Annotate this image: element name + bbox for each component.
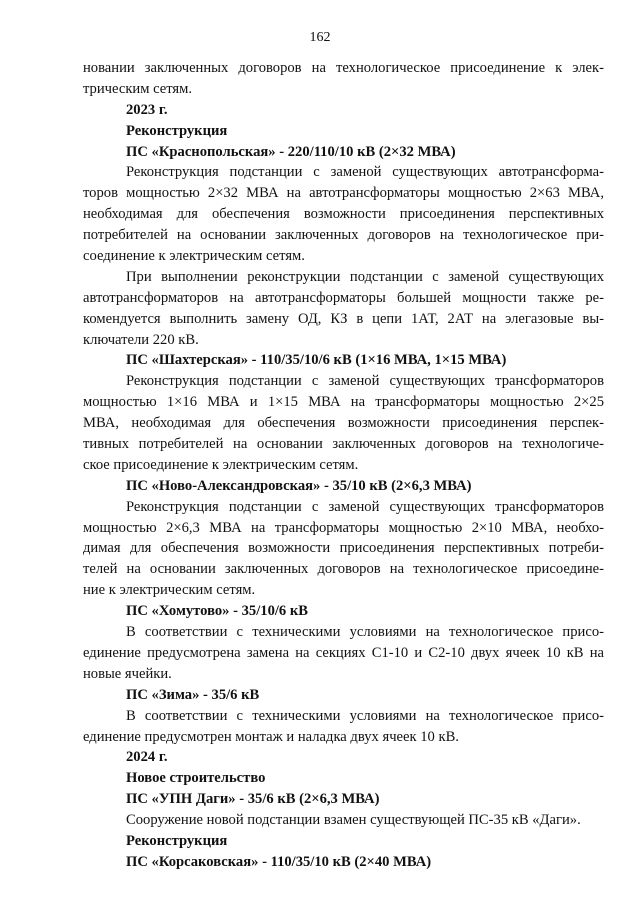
text-line: комендуется выполнить замену ОД, КЗ в цепи 1АТ, 2АТ на элегазовые вы- <box>83 310 604 327</box>
text-line: Сооружение новой подстанции взамен существующей ПС-35 кВ «Даги». <box>126 812 581 829</box>
text-line: новые ячейки. <box>83 665 172 682</box>
text-line: мощностью 1×16 МВА и 1×15 МВА на трансформаторы мощностью 2×25 <box>83 394 604 411</box>
text-line: В соответствии с техническими условиями на технологическое присо- <box>126 707 604 724</box>
section-heading: Новое строительство <box>126 770 266 787</box>
section-heading: Реконструкция <box>126 832 228 849</box>
text-line: ское присоединение к электрическим сетям. <box>83 456 359 473</box>
text-line: ние к электрическим сетям. <box>83 582 256 599</box>
section-heading: ПС «УПН Даги» - 35/6 кВ (2×6,3 МВА) <box>126 791 380 808</box>
text-line: При выполнении реконструкции подстанции с заменой существующих <box>126 268 604 285</box>
text-line: единение предусмотрен монтаж и наладка двух ячеек 10 кВ. <box>83 728 459 745</box>
section-heading: ПС «Краснопольская» - 220/110/10 кВ (2×32 МВА) <box>126 143 456 160</box>
text-line: димая для обеспечения возможности присоединения перспективных потреби- <box>83 540 604 557</box>
section-heading: ПС «Хомутово» - 35/10/6 кВ <box>126 603 309 620</box>
text-line: телей на основании заключенных договоров на технологическое присоедине- <box>83 561 604 578</box>
text-line: Реконструкция подстанции с заменой существующих автотрансформа- <box>126 164 604 181</box>
text-line: торов мощностью 2×32 МВА на автотрансформаторы мощностью 2×63 МВА, <box>83 185 604 202</box>
text-line: мощностью 2×6,3 МВА на трансформаторы мощностью 2×10 МВА, необхо- <box>83 519 604 536</box>
section-heading: 2023 г. <box>126 101 168 118</box>
text-line: соединение к электрическим сетям. <box>83 248 305 265</box>
text-line: тивных потребителей на основании заключенных договоров на технологиче- <box>83 436 604 453</box>
text-line: потребителей на основании заключенных договоров на технологическое при- <box>83 227 604 244</box>
section-heading: ПС «Зима» - 35/6 кВ <box>126 686 260 703</box>
text-line: МВА, необходимая для обеспечения возможности присоединения перспек- <box>83 415 604 432</box>
text-line: новании заключенных договоров на технологическое присоединение к элек- <box>83 60 604 76</box>
section-heading: Реконструкция <box>126 122 228 139</box>
text-line: Реконструкция подстанции с заменой существующих трансформаторов <box>126 498 604 515</box>
text-line: ключатели 220 кВ. <box>83 331 199 348</box>
page-number: 162 <box>309 30 331 45</box>
text-line: В соответствии с техническими условиями на технологическое присо- <box>126 624 604 641</box>
text-line: трическим сетям. <box>83 80 193 97</box>
text-line: автотрансформаторов на автотрансформаторы большей мощности также ре- <box>83 289 604 306</box>
section-heading: ПС «Ново-Александровская» - 35/10 кВ (2×6,3 МВА) <box>126 477 472 494</box>
document-body <box>83 58 604 873</box>
section-heading: ПС «Корсаковская» - 110/35/10 кВ (2×40 МВА) <box>126 853 432 870</box>
text-line: единение предусмотрена замена на секциях С1-10 и С2-10 двух ячеек 10 кВ на <box>83 644 604 661</box>
text-line: необходимая для обеспечения возможности присоединения перспективных <box>83 206 604 223</box>
section-heading: ПС «Шахтерская» - 110/35/10/6 кВ (1×16 МВА, 1×15 МВА) <box>126 352 507 369</box>
section-heading: 2024 г. <box>126 749 168 766</box>
text-line: Реконструкция подстанции с заменой существующих трансформаторов <box>126 373 604 390</box>
